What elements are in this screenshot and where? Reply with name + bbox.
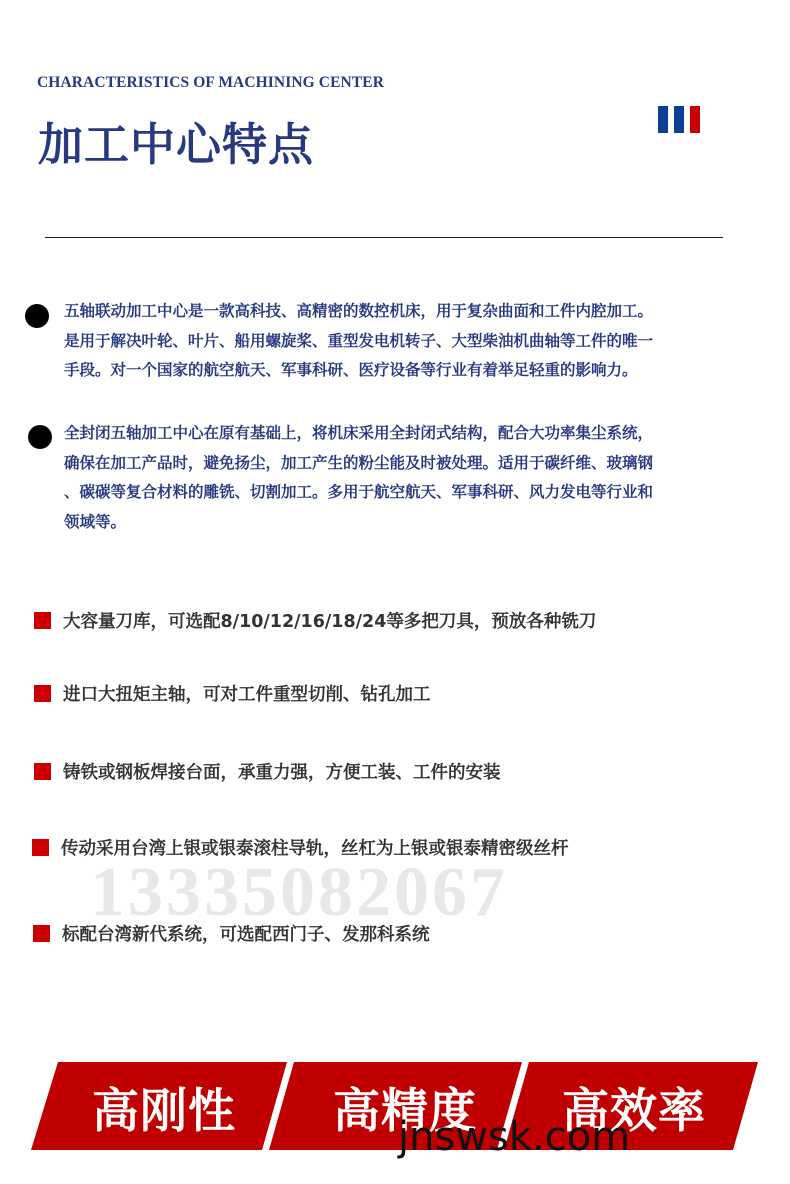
red-square-bullet-icon [33,925,50,942]
red-square-bullet-icon [34,763,51,780]
paragraph-enclosed [64,419,764,537]
paragraph-line: 全封闭五轴加工中心在原有基础上，将机床采用全封闭式结构，配合大功率集尘系统， [64,424,654,442]
feature-item [34,759,501,784]
feature-text: 进口大扭矩主轴，可对工件重型切削、钻孔加工 [63,685,431,705]
banner-label-rigidity: 高刚性 [92,1084,236,1139]
paragraph-five-axis [64,297,764,386]
banner-label-precision: 高精度 [333,1084,477,1139]
feature-item [33,921,430,946]
flag-stripe-red [690,106,700,133]
section-subtitle: CHARACTERISTICS OF MACHINING CENTER [37,74,384,91]
flag-icon [658,106,700,133]
feature-text: 传动采用台湾上银或银泰滚柱导轨，丝杠为上银或银泰精密级丝杆 [61,839,569,859]
flag-stripe-blue-2 [674,106,684,133]
feature-text: 标配台湾新代系统，可选配西门子、发那科系统 [62,925,430,945]
divider [45,237,723,238]
feature-text: 铸铁或钢板焊接台面，承重力强，方便工装、工件的安装 [63,763,501,783]
paragraph-line: 领域等。 [64,512,127,531]
red-square-bullet-icon [34,612,51,629]
banner-label-efficiency: 高效率 [562,1084,706,1139]
bullet-dot-icon [28,425,52,449]
paragraph-line: 是用于解决叶轮、叶片、船用螺旋桨、重型发电机转子、大型柴油机曲轴等工件的唯一 [64,331,654,350]
flag-stripe-blue-1 [658,106,668,133]
red-square-bullet-icon [34,685,51,702]
feature-item [32,835,569,860]
paragraph-line: 手段。对一个国家的航空航天、军事科研、医疗设备等行业有着举足轻重的影响力。 [64,361,638,379]
bullet-dot-icon [25,304,49,328]
paragraph-line: 、碳碳等复合材料的雕铣、切割加工。多用于航空航天、军事科研、风力发电等行业和 [64,483,654,501]
feature-text: 大容量刀库，可选配8/10/12/16/18/24等多把刀具，预放各种铣刀 [63,612,597,632]
feature-item [34,608,596,633]
red-square-bullet-icon [32,839,49,856]
feature-item [34,681,431,706]
paragraph-line: 确保在加工产品时，避免扬尘，加工产生的粉尘能及时被处理。适用于碳纤维、玻璃钢 [64,453,654,472]
paragraph-line: 五轴联动加工中心是一款高科技、高精密的数控机床，用于复杂曲面和工件内腔加工。 [64,302,654,320]
page-title: 加工中心特点 [38,118,315,171]
phone-watermark: 13335082067 [90,854,508,931]
site-watermark: jnswsk.com [398,1114,631,1160]
